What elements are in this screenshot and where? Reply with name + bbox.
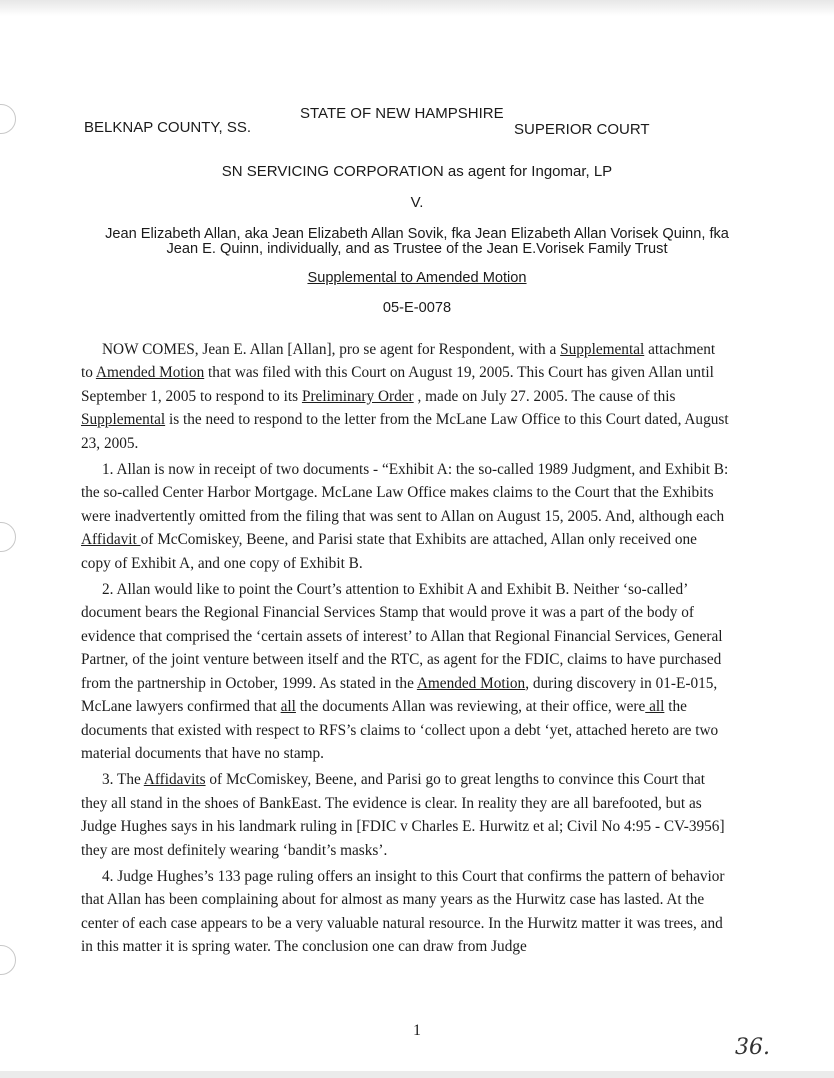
handwritten-page-mark: 36. <box>735 1035 770 1060</box>
intro-paragraph: NOW COMES, Jean E. Allan [Allan], pro se agent for Respondent, with a Supplemental attachment to Amended Motion that was filed with this Court on August 19, 2005. This Court has given Allan until September 1, 2005 to respond to its Preliminary Order , made on July 27. 2005. The cause of this Supplemental is the need to respond to the letter from the McLane Law Office to this Court dated, August 23, 2005. <box>81 341 729 452</box>
docket-number: 05-E-0078 <box>382 300 452 316</box>
hole-punch-mark <box>0 945 16 975</box>
numbered-paragraph-4: 4. Judge Hughes’s 133 page ruling offers an insight to this Court that confirms the pattern of behavior that Allan has been complaining about for almost as many years as the Hurwitz case has lasted. At the center of each case appears to be a very valuable natural resource. In the Hurwitz matter it was trees, and in this matter it is spring water. The conclusion one can draw from Judge <box>81 867 725 956</box>
versus-line: V. <box>410 194 424 211</box>
state-heading: STATE OF NEW HAMPSHIRE <box>300 105 504 122</box>
plaintiff-line: SN SERVICING CORPORATION as agent for Ingomar, LP <box>221 163 613 180</box>
numbered-paragraph-3: 3. The Affidavits of McComiskey, Beene, and Parisi go to great lengths to convince this Court that they all stand in the shoes of BankEast. The evidence is clear. In reality they are all barefooted, but as Judge Hughes says in his landmark ruling in [FDIC v Charles E. Hurwitz et al; Civil No 4:95 - CV-3956] they are most definitely wearing ‘bandit’s masks’. <box>81 771 725 859</box>
hole-punch-mark <box>0 104 16 134</box>
document-title: Supplemental to Amended Motion <box>307 270 527 286</box>
county-heading: BELKNAP COUNTY, SS. <box>84 119 252 136</box>
hole-punch-mark <box>0 522 16 552</box>
numbered-paragraph-2: 2. Allan would like to point the Court’s attention to Exhibit A and Exhibit B. Neither ‘so-called’ document bears the Regional Financial Services Stamp that would prove it was a part of the body of evidence that comprised the ‘certain assets of interest’ to Allan that Regional Financial Services, General Partner, of the joint venture between itself and the RTC, as agent for the FDIC, claims to have purchased from the partnership in October, 1999. As stated in the Amended Motion, during discovery in 01-E-015, McLane lawyers confirmed that all the documents Allan was reviewing, at their office, were all the documents that existed with respect to RFS’s claims to ‘collect upon a debt ‘yet, attached hereto are two material documents that have no stamp. <box>81 581 723 762</box>
page-number: 1 <box>413 1022 421 1039</box>
scan-bottom-edge <box>0 1071 834 1078</box>
defendant-line-1: Jean Elizabeth Allan, aka Jean Elizabeth Allan Sovik, fka Jean Elizabeth Allan Vorisek Quinn, fka <box>105 226 729 242</box>
numbered-paragraph-1: 1. Allan is now in receipt of two documents - “Exhibit A: the so-called 1989 Judgment, and Exhibit B: the so-called Center Harbor Mortgage. McLane Law Office makes claims to the Court that the Exhibits were inadvertently omitted from the filing that was sent to Allan on August 15, 2005. And, although each Affidavit of McComiskey, Beene, and Parisi state that Exhibits are attached, Allan only received one copy of Exhibit A, and one copy of Exhibit B. <box>81 461 729 572</box>
motion-body <box>81 338 729 959</box>
court-heading: SUPERIOR COURT <box>514 121 650 138</box>
scan-top-edge <box>0 0 834 16</box>
defendant-line-2: Jean E. Quinn, individually, and as Trustee of the Jean E.Vorisek Family Trust <box>166 241 668 257</box>
